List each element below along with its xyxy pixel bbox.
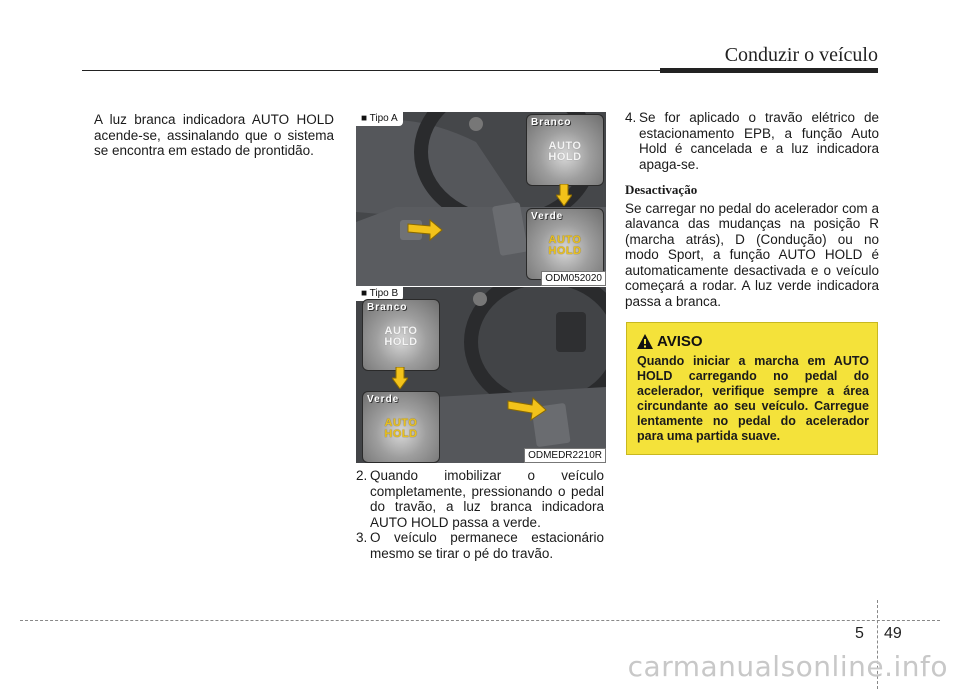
panel-label: Branco: [531, 117, 572, 128]
header-title: Conduzir o veículo: [724, 44, 878, 66]
header-rule-thick: [660, 68, 878, 73]
indicator-panel-white: [362, 299, 440, 371]
list-item: 2. Quando imobilizar o veículo completamente, pressionando o pedal do travão, a luz branca indicadora AUTO HOLD passa a verde.: [356, 468, 604, 530]
figure-code: ODM052020: [541, 271, 606, 286]
arrow-down-icon: [392, 367, 408, 389]
figure-type-a: [356, 112, 606, 286]
figure-type-b: [356, 287, 606, 463]
figure-type-label: ■ Tipo A: [356, 112, 403, 126]
column-3-text: [625, 110, 879, 309]
warning-title: AVISO: [637, 333, 703, 350]
auto-hold-indicator: AUTO HOLD: [548, 234, 582, 257]
section-heading: Desactivação: [625, 182, 698, 197]
header-rule: [82, 70, 660, 71]
column-2-text: [356, 468, 604, 561]
panel-label: Verde: [531, 211, 564, 222]
indicator-panel-green: [362, 391, 440, 463]
list-item: 3. O veículo permanece estacionário mesmo se tirar o pé do travão.: [356, 530, 604, 561]
auto-hold-indicator: AUTO HOLD: [384, 417, 418, 440]
warning-text: Quando iniciar a marcha em AUTO HOLD carregando no pedal do acelerador, verifique sempre a área circundante ao seu veículo. Carregue lentamente no pedal do acelerador para uma partida suave.: [637, 354, 869, 443]
list-item: 4. Se for aplicado o travão elétrico de estacionamento EPB, a função Auto Hold é cancelada e a luz indicadora apaga-se.: [625, 110, 879, 172]
auto-hold-indicator: AUTO HOLD: [384, 325, 418, 348]
auto-hold-indicator: AUTO HOLD: [548, 140, 582, 163]
warning-triangle-icon: [637, 334, 653, 349]
section-number: 5: [855, 625, 864, 642]
warning-box: [626, 322, 878, 455]
figure-code: ODMEDR2210R: [524, 448, 606, 463]
column-1-text: A luz branca indicadora AUTO HOLD acende-se, assinalando que o sistema se encontra em estado de prontidão.: [94, 112, 334, 158]
footer-rule: [20, 620, 940, 621]
page-number: 49: [884, 625, 902, 642]
arrow-down-icon: [556, 184, 572, 206]
indicator-panel-white: [526, 114, 604, 186]
watermark: carmanualsonline.info: [627, 650, 948, 683]
indicator-panel-green: [526, 208, 604, 280]
panel-label: Branco: [367, 302, 408, 313]
paragraph: Se carregar no pedal do acelerador com a alavanca das mudanças na posição R (marcha atrás), D (Condução) ou no modo Sport, a função AUTO HOLD é automaticamente desactivada e o veículo começará a rodar. A luz verde indicadora passa a branca.: [625, 200, 879, 309]
panel-label: Verde: [367, 394, 400, 405]
figure-type-label: ■ Tipo B: [356, 287, 403, 301]
